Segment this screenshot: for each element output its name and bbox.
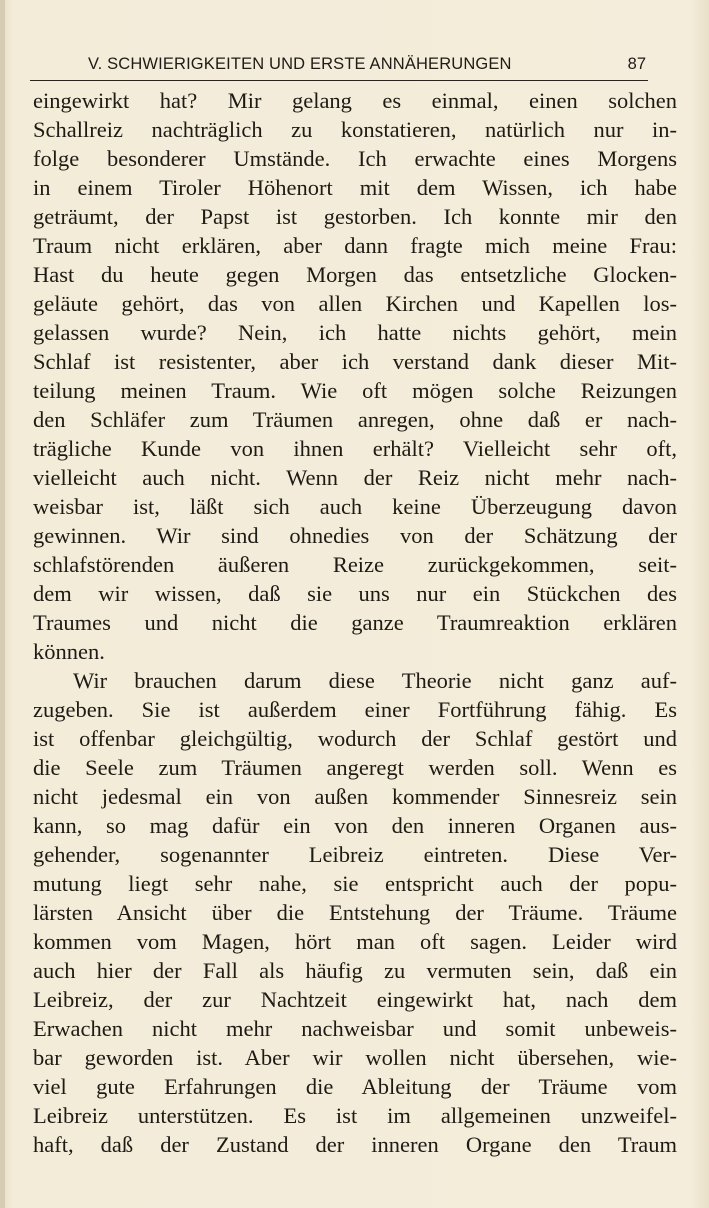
page-edge	[0, 0, 5, 1208]
running-head: V. SCHWIERIGKEITEN UND ERSTE ANNÄHERUNGEN	[88, 55, 512, 73]
text-line: folge besonderer Umstände. Ich erwachte eines Morgens	[33, 146, 677, 171]
body-text	[33, 86, 677, 1159]
text-line: zugeben. Sie ist außerdem einer Fortführung fähig. Es	[33, 697, 677, 722]
text-line: gelassen wurde? Nein, ich hatte nichts gehört, mein	[33, 320, 677, 345]
text-line: kann, so mag dafür ein von den inneren Organen aus-	[33, 813, 677, 838]
text-line: Leibreiz, der zur Nachtzeit eingewirkt hat, nach dem	[33, 987, 677, 1012]
page-header	[30, 52, 648, 81]
text-line: geträumt, der Papst ist gestorben. Ich konnte mir den	[33, 204, 677, 229]
text-line: Leibreiz unterstützen. Es ist im allgemeinen unzweifel-	[33, 1103, 677, 1128]
text-line: nicht jedesmal ein von außen kommender Sinnesreiz sein	[33, 784, 677, 809]
text-line: haft, daß der Zustand der inneren Organe den Traum	[33, 1132, 677, 1157]
page-number: 87	[627, 55, 646, 73]
text-line: Schlaf ist resistenter, aber ich verstand dank dieser Mit-	[33, 349, 677, 374]
text-line: kommen vom Magen, hört man oft sagen. Leider wird	[33, 929, 677, 954]
text-line: eingewirkt hat? Mir gelang es einmal, einen solchen	[33, 88, 677, 113]
text-line: Schallreiz nachträglich zu konstatieren, natürlich nur in-	[33, 117, 677, 142]
text-line: schlafstörenden äußeren Reize zurückgekommen, seit-	[33, 552, 677, 577]
text-line: Traum nicht erklären, aber dann fragte mich meine Frau:	[33, 233, 677, 258]
text-line: teilung meinen Traum. Wie oft mögen solche Reizungen	[33, 378, 677, 403]
text-line: viel gute Erfahrungen die Ableitung der Träume vom	[33, 1074, 677, 1099]
text-line: gewinnen. Wir sind ohnedies von der Schätzung der	[33, 523, 677, 548]
text-line: auch hier der Fall als häufig zu vermuten sein, daß ein	[33, 958, 677, 983]
text-line: dem wir wissen, daß sie uns nur ein Stückchen des	[33, 581, 677, 606]
text-line: lärsten Ansicht über die Entstehung der Träume. Träume	[33, 900, 677, 925]
text-line: in einem Tiroler Höhenort mit dem Wissen, ich habe	[33, 175, 677, 200]
text-line: gehender, sogenannter Leibreiz eintreten. Diese Ver-	[33, 842, 677, 867]
text-line: können.	[33, 639, 105, 664]
text-line: weisbar ist, läßt sich auch keine Überzeugung davon	[33, 494, 677, 519]
text-line: Erwachen nicht mehr nachweisbar und somit unbeweis-	[33, 1016, 677, 1041]
text-line: Wir brauchen darum diese Theorie nicht ganz auf-	[73, 668, 677, 693]
text-line: Hast du heute gegen Morgen das entsetzliche Glocken-	[33, 262, 677, 287]
text-line: mutung liegt sehr nahe, sie entspricht auch der popu-	[33, 871, 677, 896]
text-line: vielleicht auch nicht. Wenn der Reiz nicht mehr nach-	[33, 465, 677, 490]
text-line: die Seele zum Träumen angeregt werden soll. Wenn es	[33, 755, 677, 780]
text-line: Traumes und nicht die ganze Traumreaktion erklären	[33, 610, 677, 635]
text-line: den Schläfer zum Träumen anregen, ohne daß er nach-	[33, 407, 677, 432]
text-line: trägliche Kunde von ihnen erhält? Vielleicht sehr oft,	[33, 436, 677, 461]
text-line: geläute gehört, das von allen Kirchen und Kapellen los-	[33, 291, 677, 316]
text-line: ist offenbar gleichgültig, wodurch der Schlaf gestört und	[33, 726, 677, 751]
paragraph	[33, 666, 677, 1159]
paragraph	[33, 86, 677, 666]
text-line: bar geworden ist. Aber wir wollen nicht übersehen, wie-	[33, 1045, 677, 1070]
